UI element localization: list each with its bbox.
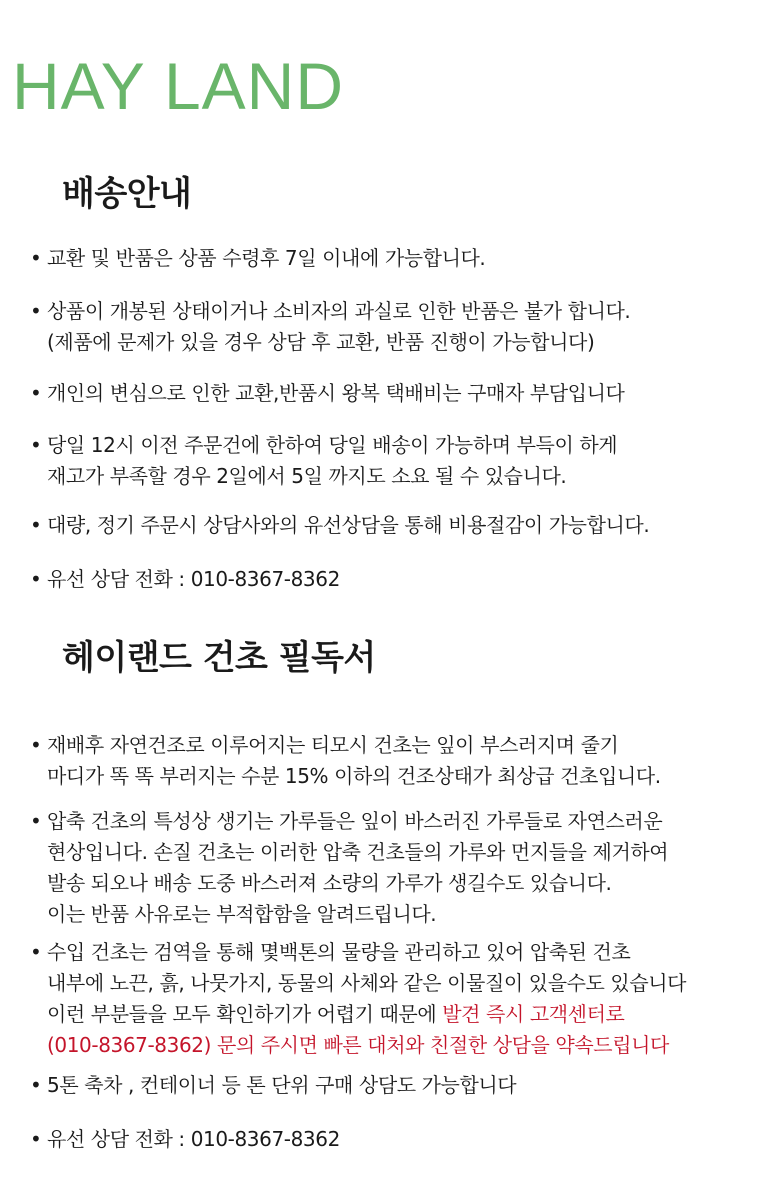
notice-item: [30, 806, 775, 930]
bullet: •: [30, 246, 42, 270]
shipping-item: [30, 430, 775, 492]
shipping-title: 배송안내: [62, 174, 192, 214]
text-line: 재고가 부족할 경우 2일에서 5일 까지도 소요 될 수 있습니다.: [47, 464, 567, 488]
text-line: [30, 806, 775, 837]
notice-item: [30, 1070, 775, 1101]
item-text: 수입 건초는 검역을 통해 몇백톤의 물량을 관리하고 있어 압축된 건초: [47, 940, 631, 964]
shipping-item: [30, 510, 775, 541]
item-text: 이런 부분들을 모두 확인하기가 어렵기 때문에: [47, 1002, 443, 1026]
text-line: [30, 999, 775, 1030]
item-text: 개인의 변심으로 인한 교환,반품시 왕복 택배비는 구매자 부담입니다: [47, 381, 625, 405]
shipping-item: [30, 378, 775, 409]
text-line: [30, 296, 775, 327]
item-text: 교환 및 반품은 상품 수령후 7일 이내에 가능합니다.: [47, 246, 486, 270]
text-line: 현상입니다. 손질 건초는 이러한 압축 건초들의 가루와 먼지들을 제거하여: [47, 840, 669, 864]
text-line: 마디가 똑 똑 부러지는 수분 15% 이하의 건조상태가 최상급 건초입니다.: [47, 764, 661, 788]
text-line: [30, 510, 775, 541]
bullet: •: [30, 1127, 42, 1151]
bullet: •: [30, 809, 42, 833]
text-line: 내부에 노끈, 흙, 나뭇가지, 동물의 사체와 같은 이물질이 있을수도 있습니다: [47, 971, 687, 995]
item-text: 재배후 자연건조로 이루어지는 티모시 건초는 잎이 부스러지며 줄기: [47, 733, 619, 757]
notice-item: [30, 730, 775, 792]
text-line: [30, 730, 775, 761]
text-line: [30, 937, 775, 968]
bullet: •: [30, 381, 42, 405]
brand-logo: HAY LAND: [12, 49, 345, 123]
bullet: •: [30, 513, 42, 537]
bullet: •: [30, 567, 42, 591]
text-line: [30, 1124, 775, 1155]
bullet: •: [30, 733, 42, 757]
bullet: •: [30, 1073, 42, 1097]
phone-text: 유선 상담 전화 : 010-8367-8362: [47, 1127, 340, 1151]
highlight-text: (010-8367-8362) 문의 주시면 빠른 대처와 친절한 상담을 약속드립니다: [47, 1033, 669, 1057]
shipping-item: [30, 564, 775, 595]
text-line: (제품에 문제가 있을 경우 상담 후 교환, 반품 진행이 가능합니다): [47, 330, 595, 354]
item-text: 압축 건초의 특성상 생기는 가루들은 잎이 바스러진 가루들로 자연스러운: [47, 809, 663, 833]
shipping-item: [30, 243, 775, 274]
text-line: [30, 243, 775, 274]
bullet: •: [30, 940, 42, 964]
text-line: 이는 반품 사유로는 부적합함을 알려드립니다.: [47, 902, 437, 926]
text-line: [30, 564, 775, 595]
text-line: [30, 430, 775, 461]
highlight-text: 발견 즉시 고객센터로: [442, 1002, 625, 1026]
item-text: 상품이 개봉된 상태이거나 소비자의 과실로 인한 반품은 불가 합니다.: [47, 299, 631, 323]
text-line: [30, 1070, 775, 1101]
notice-title: 헤이랜드 건초 필독서: [62, 638, 376, 678]
text-line: [30, 378, 775, 409]
notice-item: [30, 937, 775, 1061]
text-line: 발송 되오나 배송 도중 바스러져 소량의 가루가 생길수도 있습니다.: [47, 871, 612, 895]
bullet: •: [30, 299, 42, 323]
item-text: 당일 12시 이전 주문건에 한하여 당일 배송이 가능하며 부득이 하게: [47, 433, 618, 457]
item-text: 5톤 축차 , 컨테이너 등 톤 단위 구매 상담도 가능합니다: [47, 1073, 517, 1097]
bullet: •: [30, 433, 42, 457]
item-text: 대량, 정기 주문시 상담사와의 유선상담을 통해 비용절감이 가능합니다.: [47, 513, 650, 537]
phone-text: 유선 상담 전화 : 010-8367-8362: [47, 567, 340, 591]
shipping-item: [30, 296, 775, 358]
notice-item: [30, 1124, 775, 1155]
